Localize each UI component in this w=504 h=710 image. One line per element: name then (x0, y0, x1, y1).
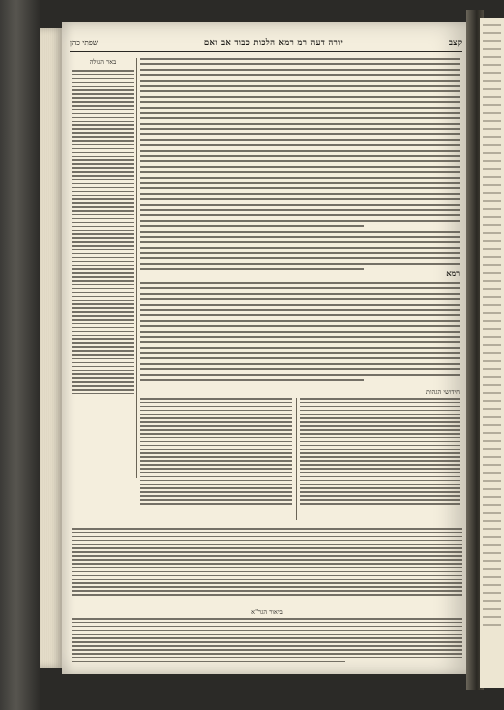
footnote-block (72, 528, 462, 598)
margin-heading: באר הגולה (89, 58, 117, 66)
main-text-lines (140, 58, 460, 270)
right-page-edge (480, 18, 504, 688)
commentary-left-column (140, 398, 292, 507)
margin-commentary (72, 58, 134, 397)
commentary-right-column (300, 398, 460, 507)
left-running-ref: שפתי כהן (70, 37, 99, 47)
main-text-continued (140, 282, 460, 384)
commentary-caption: חידושי הגהות (426, 388, 460, 396)
running-title: יורה דעה רמ רמא הלכות כבוד אב ואם (203, 37, 344, 48)
page-edges (40, 28, 64, 668)
page-number: קצב (448, 37, 462, 48)
header-rule (70, 51, 462, 52)
bottom-commentary (72, 618, 462, 665)
margin-text-lines (72, 70, 134, 394)
bottom-caption: ביאור הגר"א (251, 608, 283, 616)
section-heading: רמא (446, 268, 460, 278)
main-text (140, 58, 460, 274)
book-spine (0, 0, 40, 710)
page-header (70, 34, 462, 50)
commentary-separator (296, 398, 297, 520)
column-separator (136, 58, 137, 478)
